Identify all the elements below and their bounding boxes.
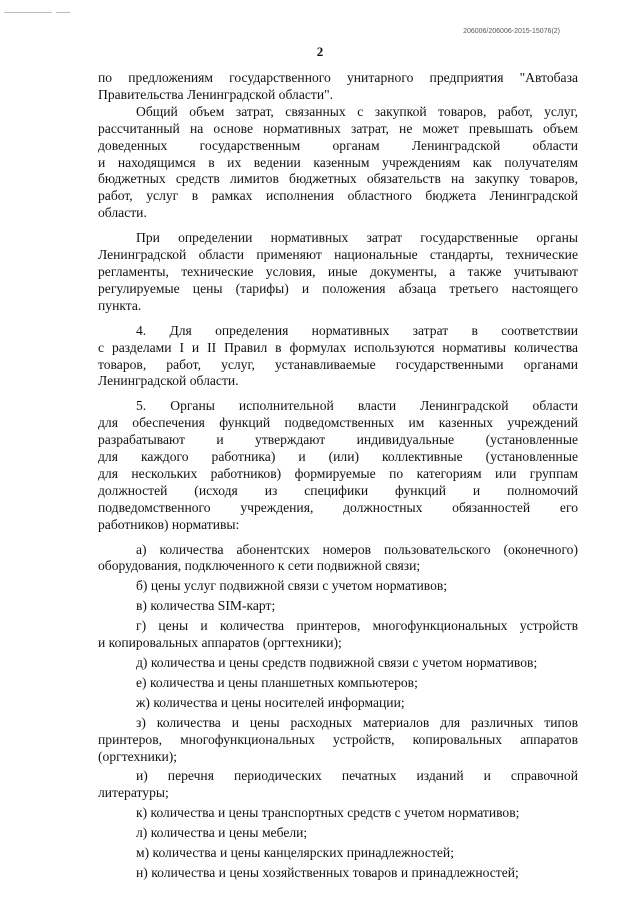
- scan-mark: [4, 12, 52, 13]
- text-line: доведенных государственным органам Ленинградской области: [98, 137, 578, 153]
- text-line: д) количества и цены средств подвижной связи с учетом нормативов;: [136, 655, 538, 670]
- text-line: принтеров, многофункциональных устройств, копировальных аппаратов: [98, 731, 578, 747]
- text-line: г) цены и количества принтеров, многофункциональных устройств: [136, 618, 578, 634]
- document-body: [98, 70, 578, 882]
- text-line: подведомственного учреждения, должностных обязанностей его: [98, 499, 578, 515]
- text-line: в) количества SIM-карт;: [136, 598, 276, 614]
- text-line: области.: [98, 205, 147, 221]
- text-line: товаров, работ, услуг, устанавливаемые государственными органами: [98, 356, 578, 372]
- text-line: разрабатывают и утверждают индивидуальные (установленные: [98, 432, 578, 448]
- text-line: н) количества и цены хозяйственных товаров и принадлежностей;: [136, 864, 519, 880]
- text-line: для каждого работника) и (или) коллективные (установленные: [98, 449, 578, 465]
- text-line: Ленинградской области применяют национальные стандарты, технические: [98, 247, 578, 263]
- text-line: регулируемые цены (тарифы) и положения абзаца третьего настоящего: [98, 280, 578, 296]
- text-line: с разделами I и II Правил в формулах используются нормативы количества: [98, 339, 578, 355]
- text-line: 5. Органы исполнительной власти Ленинградской области: [136, 398, 578, 414]
- text-line: пункта.: [98, 297, 142, 313]
- text-line: оборудования, подключенного к сети подвижной связи;: [98, 558, 421, 574]
- text-line: должностей (исходя из специфики функций и полномочий: [98, 482, 578, 498]
- text-line: Общий объем затрат, связанных с закупкой товаров, работ, услуг,: [136, 103, 578, 119]
- page-number: 2: [316, 44, 324, 59]
- text-line: бюджетных средств лимитов бюджетных обязательств на закупку товаров,: [98, 171, 578, 187]
- text-line: е) количества и цены планшетных компьютеров;: [136, 674, 418, 690]
- text-line: работ, услуг в рамках исполнения областного бюджета Ленинградской: [98, 188, 578, 204]
- text-line: ж) количества и цены носителей информации;: [136, 694, 405, 710]
- text-line: регламенты, технические условия, иные документы, а также учитывают: [98, 263, 578, 279]
- text-line: Правительства Ленинградской области".: [98, 86, 334, 102]
- text-line: по предложениям государственного унитарного предприятия "Автобаза: [98, 70, 578, 85]
- text-line: з) количества и цены расходных материалов для различных типов: [136, 714, 578, 730]
- text-line: При определении нормативных затрат государственные органы: [136, 230, 578, 246]
- text-line: рассчитанный на основе нормативных затрат, не может превышать объем: [98, 120, 578, 136]
- text-line: к) количества и цены транспортных средств с учетом нормативов;: [136, 805, 520, 821]
- text-line: литературы;: [98, 785, 169, 801]
- text-line: (оргтехники);: [98, 748, 178, 764]
- text-line: для нескольких работников) формируемые по категориям или группам: [98, 465, 578, 481]
- text-line: б) цены услуг подвижной связи с учетом нормативов;: [136, 578, 448, 594]
- text-line: Ленинградской области.: [98, 373, 239, 389]
- text-line: л) количества и цены мебели;: [136, 825, 308, 841]
- document-id: 206006/206006-2015-15076(2): [463, 28, 560, 35]
- text-line: 4. Для определения нормативных затрат в соответствии: [136, 322, 578, 338]
- text-line: работников) нормативы:: [98, 516, 240, 532]
- text-line: и копировальных аппаратов (оргтехники);: [98, 635, 342, 651]
- text-line: а) количества абонентских номеров пользовательского (оконечного): [136, 541, 578, 557]
- text-line: и) перечня периодических печатных изданий и справочной: [136, 768, 578, 784]
- scan-mark: [56, 12, 70, 13]
- text-line: и находящимся в их ведении казенным учреждениям как получателям: [98, 154, 578, 170]
- text-line: м) количества и цены канцелярских принадлежностей;: [136, 845, 454, 861]
- text-line: для обеспечения функций подведомственных им казенных учреждений: [98, 415, 578, 431]
